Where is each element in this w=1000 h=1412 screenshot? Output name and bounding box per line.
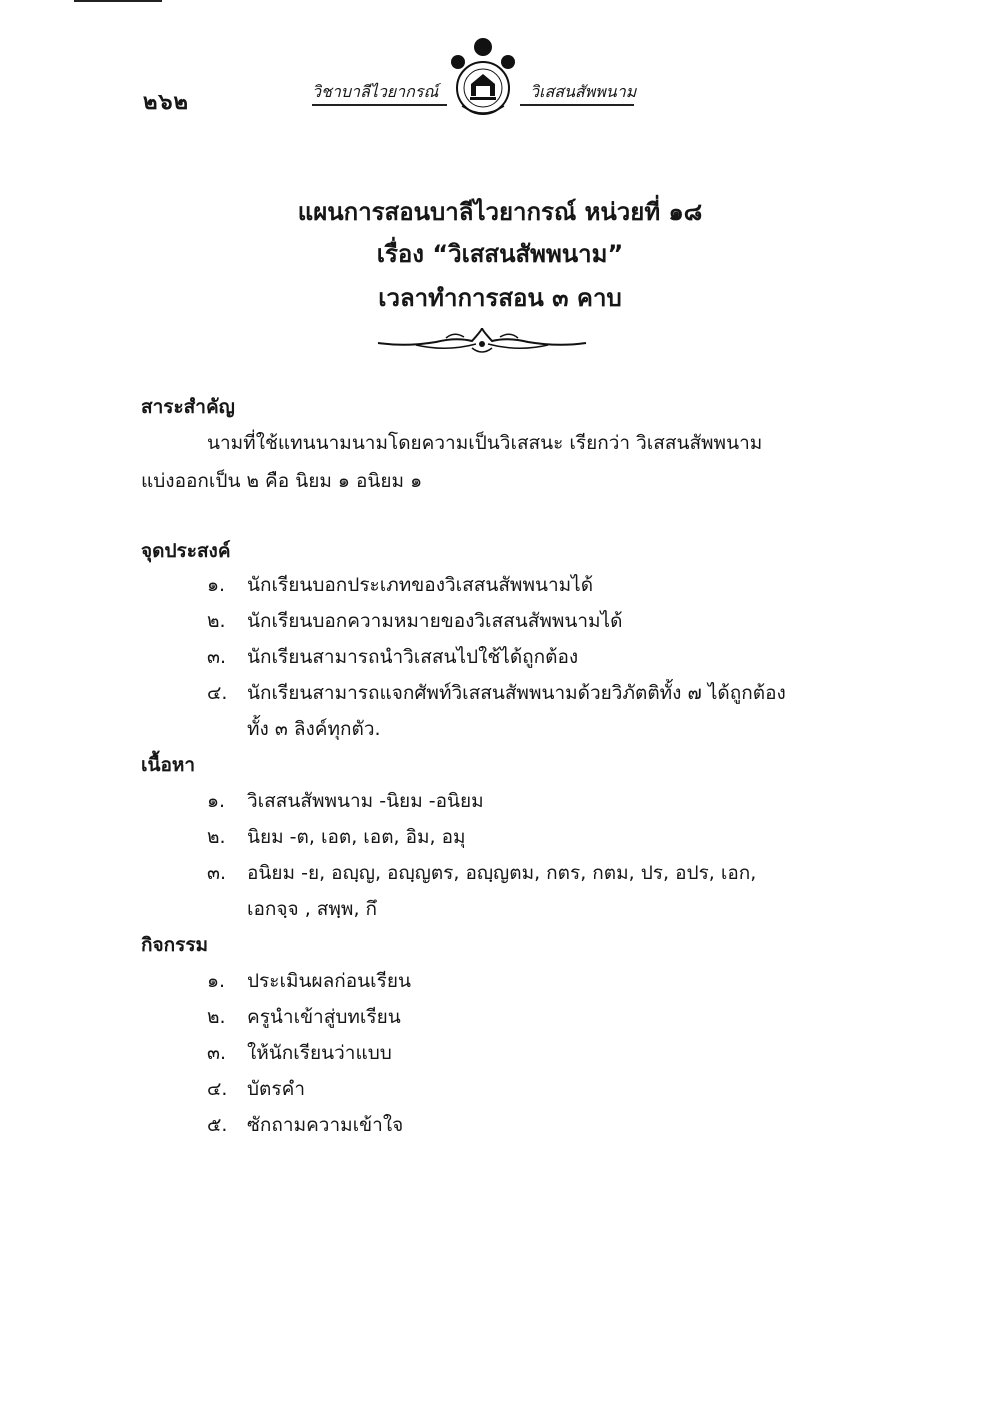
objective-number: ๑. <box>207 574 226 596</box>
objective-item: นักเรียนสามารถแจกศัพท์วิเสสนสัพพนามด้วยวิภัตติทั้ง ๗ ได้ถูกต้อง <box>247 682 786 704</box>
activity-number: ๓. <box>207 1042 227 1064</box>
activity-item: บัตรคำ <box>247 1078 305 1100</box>
activity-item: ให้นักเรียนว่าแบบ <box>247 1042 392 1064</box>
content-item: นิยม -ต, เอต, เอต, อิม, อมุ <box>247 826 466 848</box>
objectives-heading: จุดประสงค์ <box>141 540 231 562</box>
activity-number: ๔. <box>207 1078 228 1100</box>
decorative-divider-icon <box>376 326 588 356</box>
essence-heading: สาระสำคัญ <box>141 396 235 418</box>
content-item-continuation: เอกจฺจ , สพฺพ, กึ <box>247 898 378 920</box>
content-number: ๒. <box>207 826 226 848</box>
content-item: วิเสสนสัพพนาม -นิยม -อนิยม <box>247 790 484 812</box>
content-number: ๑. <box>207 790 226 812</box>
objective-item-continuation: ทั้ง ๓ ลิงค์ทุกตัว. <box>247 718 381 740</box>
activity-item: ซักถามความเข้าใจ <box>247 1114 404 1136</box>
activity-number: ๕. <box>207 1114 228 1136</box>
header-course-title: วิชาบาลีไวยากรณ์ <box>312 82 439 101</box>
school-emblem-icon <box>440 36 526 122</box>
page-number: ๒๖๒ <box>143 90 189 115</box>
top-edge-rule <box>74 0 162 2</box>
content-item: อนิยม -ย, อญฺญ, อญฺญตร, อญฺญตม, กตร, กตม, ปร, อปร, เอก, <box>247 862 757 884</box>
objective-item: นักเรียนบอกความหมายของวิเสสนสัพพนามได้ <box>247 610 623 632</box>
essence-line-1: นามที่ใช้แทนนามนามโดยความเป็นวิเสสนะ เรียกว่า วิเสสนสัพพนาม <box>207 432 763 454</box>
content-heading: เนื้อหา <box>141 754 196 776</box>
plan-title: แผนการสอนบาลีไวยากรณ์ หน่วยที่ ๑๘ <box>297 198 703 226</box>
header-rule-left <box>312 104 447 106</box>
plan-subject: เรื่อง “วิเสสนสัพพนาม” <box>376 240 624 268</box>
activity-number: ๑. <box>207 970 226 992</box>
plan-duration: เวลาทำการสอน ๓ คาบ <box>378 284 622 312</box>
objective-number: ๔. <box>207 682 228 704</box>
activity-item: ครูนำเข้าสู่บทเรียน <box>247 1006 401 1028</box>
header-topic-title: วิเสสนสัพพนาม <box>530 82 637 101</box>
objective-item: นักเรียนบอกประเภทของวิเสสนสัพพนามได้ <box>247 574 594 596</box>
objective-number: ๓. <box>207 646 227 668</box>
activity-number: ๒. <box>207 1006 226 1028</box>
essence-line-2: แบ่งออกเป็น ๒ คือ นิยม ๑ อนิยม ๑ <box>141 470 423 492</box>
activity-item: ประเมินผลก่อนเรียน <box>247 970 411 992</box>
objective-item: นักเรียนสามารถนำวิเสสนไปใช้ได้ถูกต้อง <box>247 646 579 668</box>
content-number: ๓. <box>207 862 227 884</box>
activities-heading: กิจกรรม <box>141 934 209 956</box>
header-rule-right <box>520 104 634 106</box>
objective-number: ๒. <box>207 610 226 632</box>
